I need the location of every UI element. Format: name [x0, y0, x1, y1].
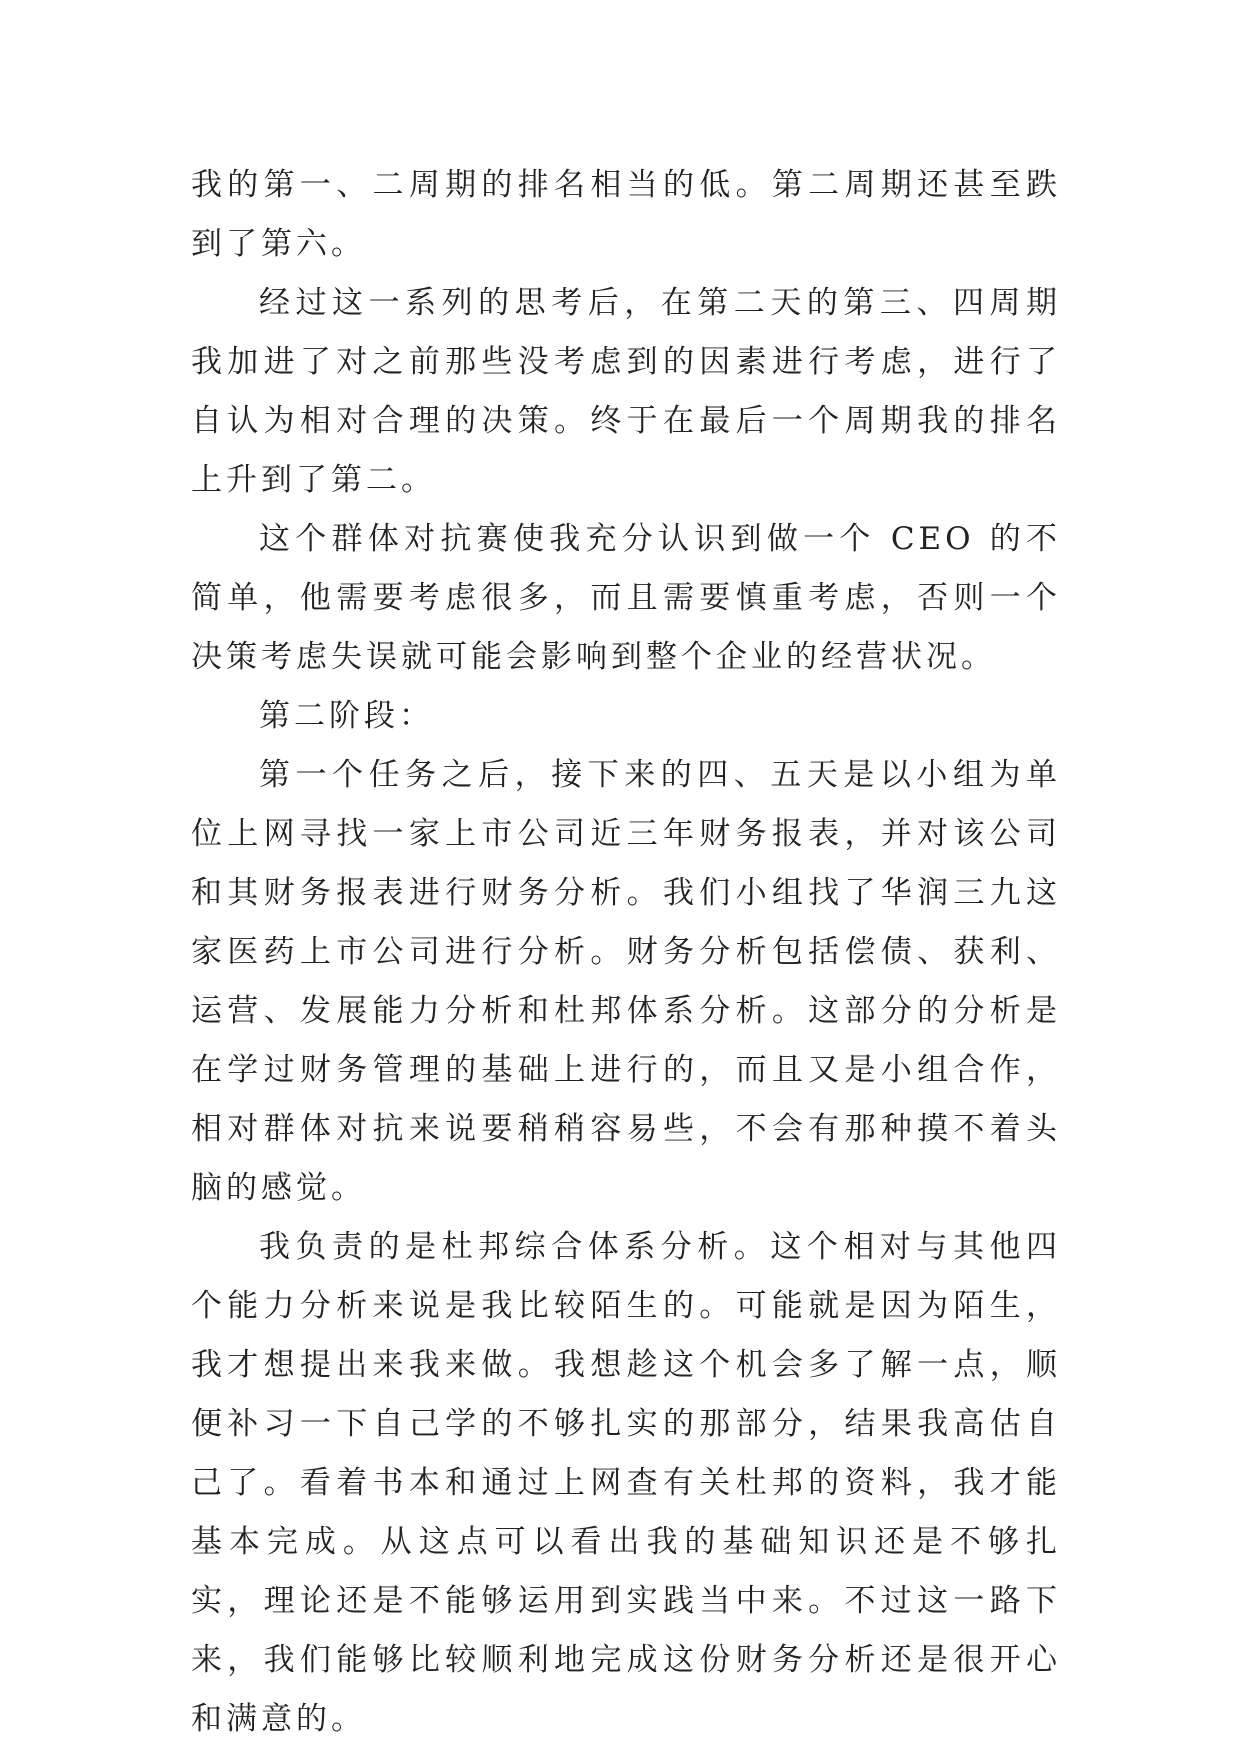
paragraph-5: 我负责的是杜邦综合体系分析。这个相对与其他四个能力分析来说是我比较陌生的。可能就是因为陌生，我才想提出来我来做。我想趁这个机会多了解一点，顺便补习一下自己学的不够扎实的那部分，结果我高估自己了。看着书本和通过上网查有关杜邦的资料，我才能基本完成。从这点可以看出我的基础知识还是不够扎实，理论还是不能够运用到实践当中来。不过这一路下来，我们能够比较顺利地完成这份财务分析还是很开心和满意的。: [191, 1229, 1061, 1737]
section-heading-stage-two: 第二阶段：: [259, 698, 434, 734]
paragraph-2: 经过这一系列的思考后，在第二天的第三、四周期我加进了对之前那些没考虑到的因素进行考虑，进行了自认为相对合理的决策。终于在最后一个周期我的排名上升到了第二。: [191, 285, 1061, 498]
document-body: [191, 156, 1061, 1749]
paragraph-4: 第一个任务之后，接下来的四、五天是以小组为单位上网寻找一家上市公司近三年财务报表，并对该公司和其财务报表进行财务分析。我们小组找了华润三九这家医药上市公司进行分析。财务分析包括偿债、获利、运营、发展能力分析和杜邦体系分析。这部分的分析是在学过财务管理的基础上进行的，而且又是小组合作，相对群体对抗来说要稍稍容易些，不会有那种摸不着头脑的感觉。: [191, 757, 1061, 1206]
paragraph-3: 这个群体对抗赛使我充分认识到做一个 CEO 的不简单，他需要考虑很多，而且需要慎重考虑，否则一个决策考虑失误就可能会影响到整个企业的经营状况。: [191, 521, 1061, 675]
paragraph-1: 我的第一、二周期的排名相当的低。第二周期还甚至跌到了第六。: [191, 167, 1061, 262]
